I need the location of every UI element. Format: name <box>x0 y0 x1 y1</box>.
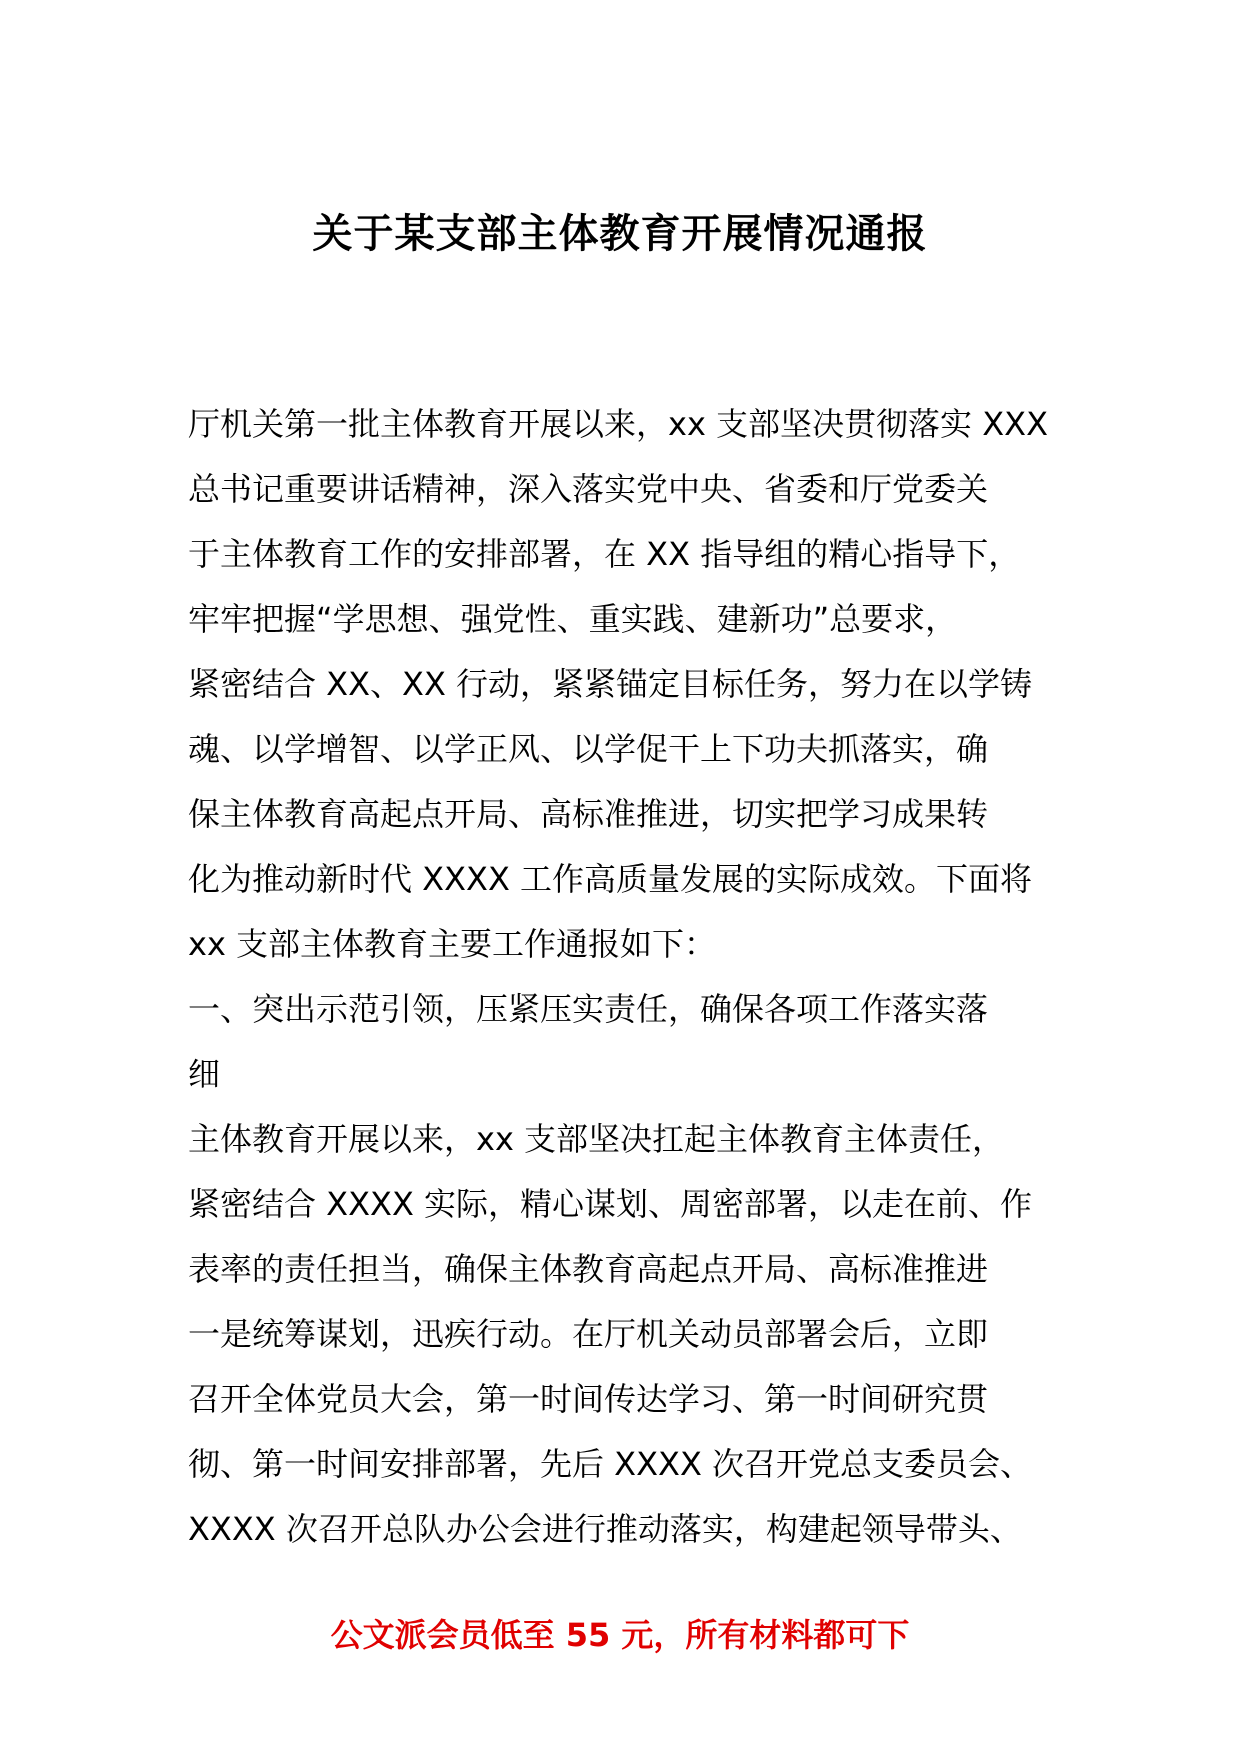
body-line: 魂、以学增智、以学正风、以学促干上下功夫抓落实，确 <box>188 730 989 768</box>
body-line: 化为推动新时代 XXXX 工作高质量发展的实际成效。下面将 <box>188 860 1033 898</box>
promo-footer-text: 公文派会员低至 55 元，所有材料都可下 <box>330 1616 910 1654</box>
section-heading-line: 一、突出示范引领，压紧压实责任，确保各项工作落实落 <box>188 990 989 1028</box>
body-line: 保主体教育高起点开局、高标准推进，切实把学习成果转 <box>188 795 989 833</box>
body-line: xx 支部主体教育主要工作通报如下： <box>188 925 717 963</box>
body-line: 主体教育开展以来，xx 支部坚决扛起主体教育主体责任， <box>188 1120 1005 1158</box>
body-line: 彻、第一时间安排部署，先后 XXXX 次召开党总支委员会、 <box>188 1445 1033 1483</box>
body-line: 于主体教育工作的安排部署，在 XX 指导组的精心指导下， <box>188 535 1021 573</box>
body-line: 牢牢把握“学思想、强党性、重实践、建新功”总要求， <box>188 600 958 638</box>
document-title: 关于某支部主体教育开展情况通报 <box>312 211 928 257</box>
body-line: 紧密结合 XX、XX 行动，紧紧锚定目标任务，努力在以学铸 <box>188 665 1033 703</box>
document-body <box>188 392 1068 1562</box>
body-line: 召开全体党员大会，第一时间传达学习、第一时间研究贯 <box>188 1380 989 1418</box>
body-line: 总书记重要讲话精神，深入落实党中央、省委和厅党委关 <box>188 470 989 508</box>
body-line: 厅机关第一批主体教育开展以来，xx 支部坚决贯彻落实 XXX <box>188 405 1048 443</box>
body-line: 表率的责任担当，确保主体教育高起点开局、高标准推进 <box>188 1250 989 1288</box>
body-line: XXXX 次召开总队办公会进行推动落实，构建起领导带头、 <box>188 1510 1022 1548</box>
section-heading-line: 细 <box>188 1055 221 1093</box>
body-line: 紧密结合 XXXX 实际，精心谋划、周密部署，以走在前、作 <box>188 1185 1033 1223</box>
body-line: 一是统筹谋划，迅疾行动。在厅机关动员部署会后，立即 <box>188 1315 989 1353</box>
